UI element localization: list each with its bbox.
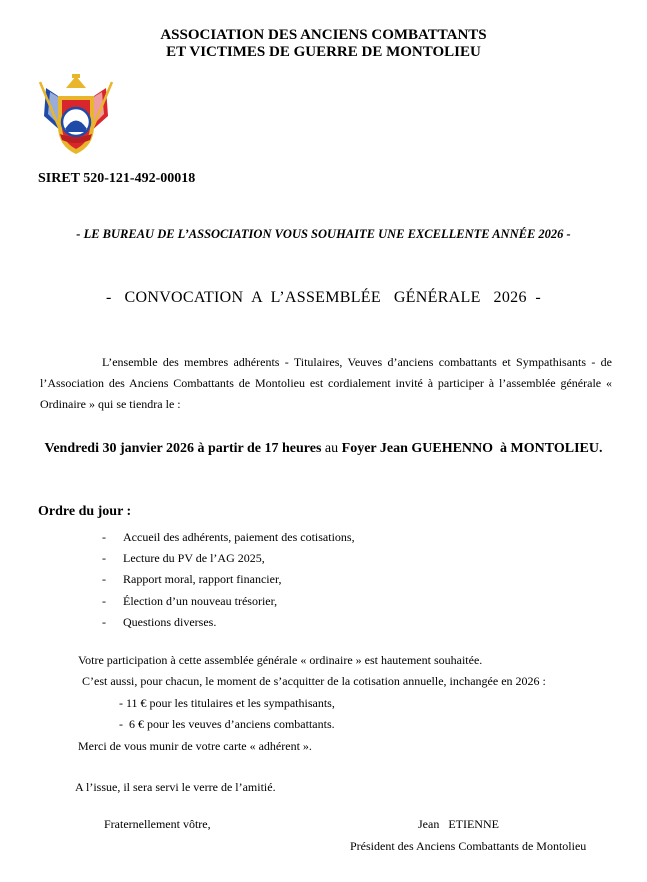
membership-card-text: Merci de vous munir de votre carte « adhérent ». (78, 739, 312, 753)
association-name-line2: ET VICTIMES DE GUERRE DE MONTOLIEU (166, 44, 481, 60)
agenda-item: - Accueil des adhérents, paiement des cotisations, (102, 530, 355, 544)
agenda-item: - Rapport moral, rapport financier, (102, 572, 282, 587)
agenda-item: - Élection d’un nouveau trésorier, (102, 593, 278, 608)
convocation-title: - CONVOCATION A L’ASSEMBLÉE GÉNÉRALE 2026 - (105, 289, 541, 306)
agenda-item: - Lecture du PV de l’AG 2025, (102, 551, 265, 566)
meeting-location: Foyer Jean GUEHENNO à MONTOLIEU. (341, 441, 603, 456)
signatory-name: Jean ETIENNE (418, 817, 499, 831)
friendship-drink-text: A l’issue, il sera servi le verre de l’amitié. (75, 780, 276, 794)
meeting-date-line (0, 441, 647, 457)
agenda-title: Ordre du jour : (38, 504, 132, 519)
meeting-date: Vendredi 30 janvier 2026 à partir de 17 heures (44, 441, 322, 456)
association-emblem-icon (36, 74, 116, 156)
fraternal-closing: Fraternellement vôtre, (104, 817, 211, 831)
meeting-date-connector: au (321, 441, 342, 456)
agenda-item: - Questions diverses. (102, 614, 217, 629)
cotisation-text: C’est aussi, pour chacun, le moment de s’acquitter de la cotisation annuelle, inchangée en 2026 : (82, 674, 546, 688)
intro-text: L’ensemble des membres adhérents - Titulaires, Veuves d’anciens combattants et Sympathisants - de l’Association des Anciens Combattants de Montolieu est cordialement invité à participer à l’assemblée générale « Ordinaire » qui se tiendra le : (40, 355, 612, 411)
intro-paragraph (40, 352, 612, 415)
fee-veuves: - 6 € pour les veuves d’anciens combattants. (119, 717, 335, 731)
agenda-list (102, 527, 355, 633)
signatory-title: Président des Anciens Combattants de Montolieu (350, 839, 587, 853)
participation-text: Votre participation à cette assemblée générale « ordinaire » est hautement souhaitée. (78, 653, 483, 667)
siret-number: SIRET 520-121-492-00018 (38, 171, 196, 186)
new-year-greeting: - LE BUREAU DE L’ASSOCIATION VOUS SOUHAITE UNE EXCELLENTE ANNÉE 2026 - (76, 227, 571, 241)
fee-titulaires: - 11 € pour les titulaires et les sympathisants, (119, 696, 335, 710)
association-name-line1: ASSOCIATION DES ANCIENS COMBATTANTS (160, 27, 487, 43)
